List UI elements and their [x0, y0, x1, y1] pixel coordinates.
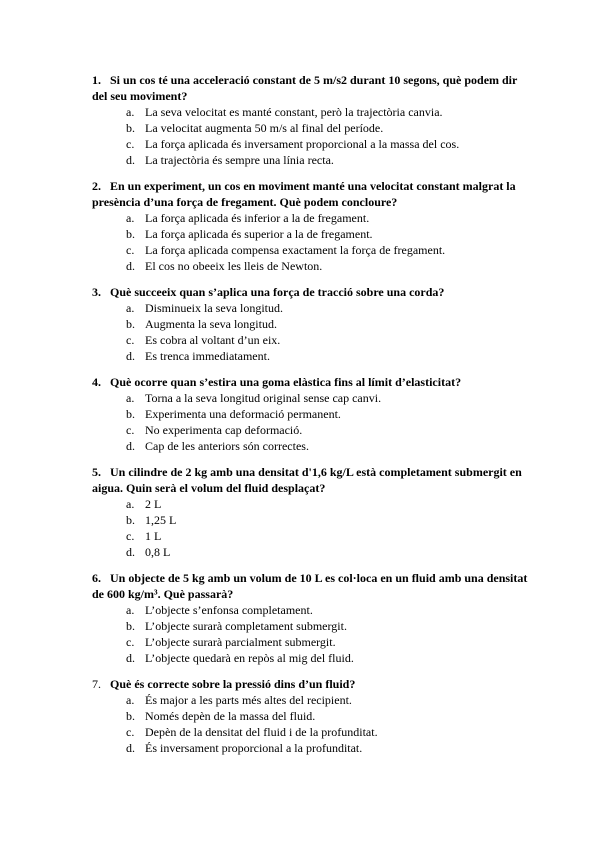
- question-text: Què ocorre quan s’estira una goma elàstica fins al límit d’elasticitat?: [110, 375, 462, 389]
- option-d: [0, 152, 600, 168]
- option-letter: c.: [126, 725, 135, 739]
- option-letter: a.: [126, 693, 135, 707]
- option-d: [0, 438, 600, 454]
- option-d: [0, 740, 600, 756]
- option-text: La trajectòria és sempre una línia recta.: [145, 153, 334, 167]
- option-text: Torna a la seva longitud original sense cap canvi.: [145, 391, 382, 405]
- option-letter: c.: [126, 333, 135, 347]
- option-letter: d.: [126, 349, 135, 363]
- option-text: Depèn de la densitat del fluid i de la profunditat.: [145, 725, 378, 739]
- option-letter: c.: [126, 137, 135, 151]
- question-number: 7.: [92, 677, 101, 691]
- option-b: [0, 120, 600, 136]
- option-letter: d.: [126, 153, 135, 167]
- option-text: La força aplicada compensa exactament la força de fregament.: [145, 243, 446, 257]
- option-a: [0, 104, 600, 120]
- option-letter: b.: [126, 619, 135, 633]
- question-text: En un experiment, un cos en moviment manté una velocitat constant malgrat la presència d’una força de fregament. Què podem concloure?: [92, 179, 516, 209]
- question-text: Si un cos té una acceleració constant de 5 m/s2 durant 10 segons, què podem dir del seu moviment?: [92, 73, 518, 103]
- option-letter: b.: [126, 317, 135, 331]
- option-d: [0, 650, 600, 666]
- option-c: [0, 332, 600, 348]
- option-text: 2 L: [145, 497, 162, 511]
- question-text: Què succeeix quan s’aplica una força de tracció sobre una corda?: [110, 285, 445, 299]
- option-text: Es trenca immediatament.: [145, 349, 270, 363]
- option-c: [0, 634, 600, 650]
- option-text: L’objecte surarà completament submergit.: [145, 619, 347, 633]
- question-text: Què és correcte sobre la pressió dins d’un fluid?: [110, 677, 356, 691]
- option-letter: d.: [126, 651, 135, 665]
- question-text: Un objecte de 5 kg amb un volum de 10 L es col·loca en un fluid amb una densitat de 600 kg/m³. Què passarà?: [92, 571, 528, 601]
- question-text: Un cilindre de 2 kg amb una densitat d'1,6 kg/L està completament submergit en aigua. Quin serà el volum del fluid desplaçat?: [92, 465, 522, 495]
- question-number: 3.: [92, 285, 101, 299]
- option-a: [0, 300, 600, 316]
- option-letter: b.: [126, 227, 135, 241]
- option-letter: d.: [126, 741, 135, 755]
- option-b: [0, 406, 600, 422]
- option-b: [0, 512, 600, 528]
- option-b: [0, 316, 600, 332]
- option-a: [0, 210, 600, 226]
- option-b: [0, 618, 600, 634]
- option-text: 1 L: [145, 529, 162, 543]
- option-letter: b.: [126, 121, 135, 135]
- option-c: [0, 242, 600, 258]
- option-c: [0, 136, 600, 152]
- option-d: [0, 258, 600, 274]
- option-c: [0, 422, 600, 438]
- option-text: Cap de les anteriors són correctes.: [145, 439, 309, 453]
- option-letter: a.: [126, 211, 135, 225]
- option-letter: a.: [126, 603, 135, 617]
- option-text: La força aplicada és superior a la de fregament.: [145, 227, 373, 241]
- option-a: [0, 390, 600, 406]
- option-d: [0, 348, 600, 364]
- option-letter: c.: [126, 529, 135, 543]
- option-c: [0, 528, 600, 544]
- option-a: [0, 602, 600, 618]
- option-letter: c.: [126, 423, 135, 437]
- option-letter: c.: [126, 635, 135, 649]
- option-letter: d.: [126, 439, 135, 453]
- option-text: La seva velocitat es manté constant, però la trajectòria canvia.: [145, 105, 443, 119]
- option-text: L’objecte quedarà en repòs al mig del fluid.: [145, 651, 354, 665]
- option-c: [0, 724, 600, 740]
- option-text: 0,8 L: [145, 545, 171, 559]
- option-letter: a.: [126, 301, 135, 315]
- option-text: La força aplicada és inferior a la de fregament.: [145, 211, 370, 225]
- option-d: [0, 544, 600, 560]
- question-number: 4.: [92, 375, 101, 389]
- option-text: És inversament proporcional a la profunditat.: [145, 741, 363, 755]
- option-text: Disminueix la seva longitud.: [145, 301, 283, 315]
- option-letter: d.: [126, 259, 135, 273]
- question-number: 5.: [92, 465, 101, 479]
- question-number: 1.: [92, 73, 101, 87]
- option-a: [0, 692, 600, 708]
- option-text: L’objecte s’enfonsa completament.: [145, 603, 313, 617]
- option-text: És major a les parts més altes del recipient.: [145, 693, 352, 707]
- option-a: [0, 496, 600, 512]
- option-letter: a.: [126, 391, 135, 405]
- option-letter: c.: [126, 243, 135, 257]
- option-text: La força aplicada és inversament proporcional a la massa del cos.: [145, 137, 460, 151]
- option-text: 1,25 L: [145, 513, 177, 527]
- option-letter: d.: [126, 545, 135, 559]
- option-text: L’objecte surarà parcialment submergit.: [145, 635, 336, 649]
- option-text: El cos no obeeix les lleis de Newton.: [145, 259, 323, 273]
- option-text: La velocitat augmenta 50 m/s al final del període.: [145, 121, 384, 135]
- option-letter: b.: [126, 513, 135, 527]
- option-b: [0, 708, 600, 724]
- option-b: [0, 226, 600, 242]
- option-letter: b.: [126, 407, 135, 421]
- question-number: 2.: [92, 179, 101, 193]
- question-number: 6.: [92, 571, 101, 585]
- option-text: Només depèn de la massa del fluid.: [145, 709, 316, 723]
- option-letter: a.: [126, 497, 135, 511]
- option-letter: a.: [126, 105, 135, 119]
- option-text: Augmenta la seva longitud.: [145, 317, 277, 331]
- option-letter: b.: [126, 709, 135, 723]
- option-text: Experimenta una deformació permanent.: [145, 407, 341, 421]
- option-text: No experimenta cap deformació.: [145, 423, 303, 437]
- option-text: Es cobra al voltant d’un eix.: [145, 333, 281, 347]
